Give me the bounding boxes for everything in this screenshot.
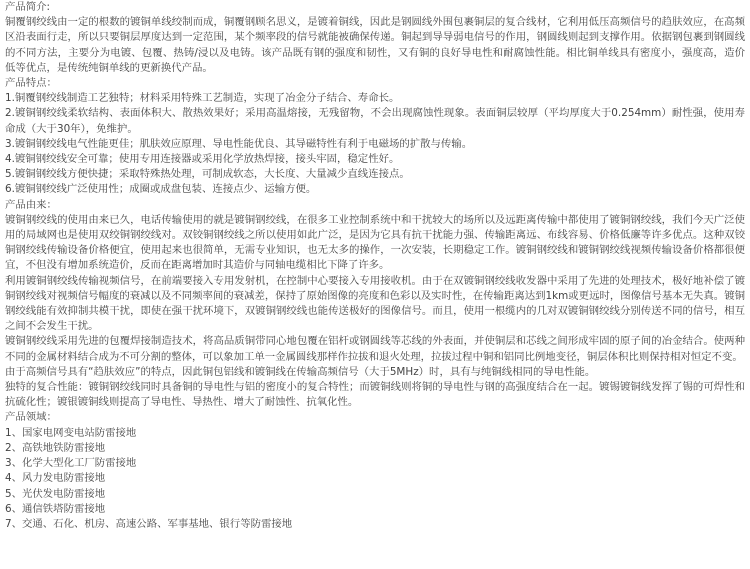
intro-paragraph: 铜覆钢绞线由一定的根数的镀铜单线绞制而成，铜覆钢顾名思义，是镀着铜线，因此是钢圆线外围包裹铜层的复合线材，它利用低压高频信号的趋肤效应，在高频区沿表面行走，所以只要铜层厚度达到一定范围，某个频率段的信号就能被确保传递。铜起到导导弱电信号的作用，钢圆线则起到支撑作用。依据钢包裹到钢圆线的不同方法，主要分为电镀、包覆、热铸/浸以及电铸。该产品既有钢的强度和韧性，又有铜的良好导电性和耐腐蚀性能。相比铜单线具有密度小，强度高，造价低等优点，是传统纯铜单线的更新换代产品。	[5, 16, 745, 74]
applications-heading: 产品领域：	[5, 411, 57, 424]
application-item: 7、交通、石化、机房、高速公路、军事基地、银行等防雷接地	[5, 517, 293, 530]
origin-paragraph: 独特的复合性能：镀铜钢绞线同时具备铜的导电性与铝的密度小的复合特性；而镀铜线则将铜的导电性与钢的高强度结合在一起。镀锡镀铜线发挥了锡的可焊性和抗硫化性；镀银镀铜线则提高了导电性、导热性、增大了耐蚀性、抗氧化性。	[5, 381, 745, 409]
origin-paragraph: 由于高频信号具有“趋肤效应”的特点，因此铜包铝线和镀铜线在传输高频信号（大于5MHz）时，具有与纯铜线相同的导电性能。	[5, 365, 596, 378]
application-item: 4、风力发电防雷接地	[5, 472, 106, 485]
origin-paragraph: 利用镀铜钢绞线传输视频信号，在前端要接入专用发射机，在控制中心要接入专用接收机。由于在双镀铜钢绞线收发器中采用了先进的处理技术，极好地补偿了镀铜钢绞线对视频信号幅度的衰减以及不同频率间的衰减差，保持了原始图像的亮度和色彩以及实时性，在传输距离达到1km或更远时，图像信号基本无失真。镀铜钢绞线能有效抑制共模干扰，即使在强干扰环境下，双镀铜钢绞线也能传送极好的图像信号。而且，使用一根缆内的几对双镀铜钢绞线分别传送不同的信号，相互之间不会发生干扰。	[5, 274, 745, 333]
application-item: 3、化学大型化工厂防雷接地	[5, 457, 137, 470]
feature-item: 5.镀铜钢绞线方便快捷；采取特殊热处理，可制成软态，大长度、大量减少直线连接点。	[5, 168, 410, 181]
application-item: 5、光伏发电防雷接地	[5, 487, 106, 500]
feature-item: 1.铜覆钢绞线制造工艺独特；材料采用特殊工艺制造，实现了冶金分子结合、寿命长。	[5, 92, 400, 105]
application-item: 6、通信铁塔防雷接地	[5, 502, 106, 515]
feature-item: 3.镀铜钢绞线电气性能更佳；肌肤效应原理、导电性能优良、其导磁特性有利于电磁场的扩散与传输。	[5, 137, 473, 150]
application-item: 2、高铁地铁防雷接地	[5, 441, 106, 454]
feature-item: 4.镀铜钢绞线安全可靠；使用专用连接器或采用化学放热焊接，接头牢固，稳定性好。	[5, 153, 400, 166]
feature-item: 2.镀铜钢绞线柔软结构、表面体积大、散热效果好；采用高温熔接，无残留物，不会出现腐蚀性现象。表面铜层较厚（平均厚度大于0.254mm）耐性强，使用寿命成（大于30年），免维护。	[5, 107, 745, 135]
feature-item: 6.镀铜钢绞线广泛使用性；成圈或成盘包装、连接点少、运输方便。	[5, 183, 317, 196]
origin-paragraph: 镀铜钢绞线采用先进的包覆焊接制造技术，将高品质铜带同心地包覆在铝杆或钢圆线等芯线的外表面，并使铜层和芯线之间形成牢固的原子间的冶金结合。使两种不同的金属材料结合成为不可分割的整体，可以象加工单一金属圆线那样作拉拔和退火处理，拉拔过程中铜和铝同比例地变径，铜层体积比则保持相对恒定不变。	[5, 335, 745, 363]
intro-heading: 产品简介:	[5, 1, 51, 13]
origin-paragraph: 镀铜钢绞线的使用由来已久，电话传输使用的就是镀铜钢绞线，在很多工业控制系统中和干扰较大的场所以及远距离传输中都使用了镀铜钢绞线，我们今天广泛使用的局域网也是使用双绞铜钢绞线对。双铰铜钢绞线之所以使用如此广泛，是因为它具有抗干扰能力强、传输距离远、布线容易、价格低廉等许多优点。这种双铰铜钢绞线传输设备价格便宜，使用起来也很简单，无需专业知识，也无太多的操作，一次安装，长期稳定工作。镀铜钢绞线和镀铜钢绞线视频传输设备价格都很便宜，不但没有增加系统造价，反而在距离增加时其造价与同轴电缆相比下降了许多。	[5, 213, 745, 272]
features-heading: 产品特点：	[5, 77, 57, 90]
origin-heading: 产品由来：	[5, 198, 57, 211]
application-item: 1、国家电网变电站防雷接地	[5, 426, 137, 439]
